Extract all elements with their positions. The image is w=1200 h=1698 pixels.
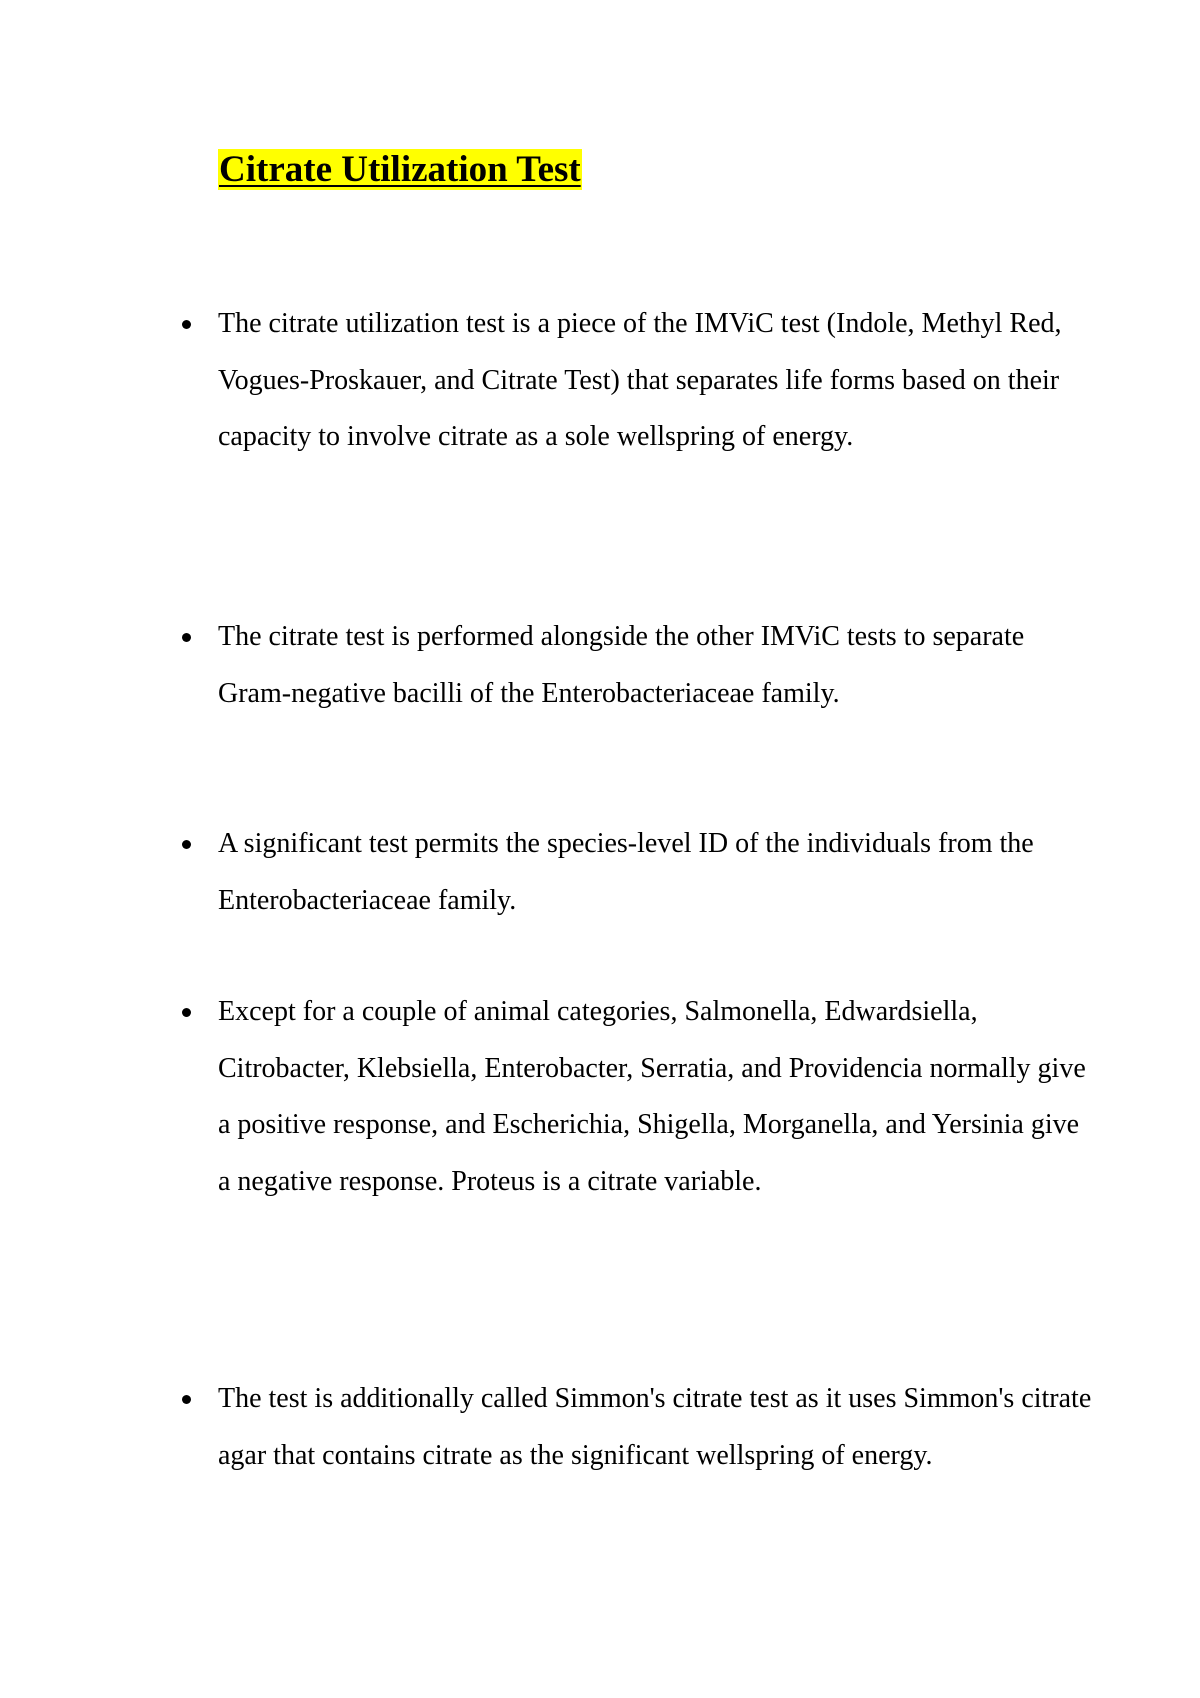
- title-highlight: Citrate Utilization Test: [219, 149, 581, 190]
- bullet-text: Except for a couple of animal categories, Salmonella, Edwardsiella, Citrobacter, Klebsiella, Enterobacter, Serratia, and Providencia normally give a positive response, and Escherichia, Shigella, Morganella, and Yersinia give a negative response. Proteus is a citrate variable.: [218, 996, 1086, 1197]
- bullet-item-4: [218, 984, 1098, 1210]
- bullet-dot-icon: [182, 1008, 191, 1017]
- bullet-item-2: [218, 609, 1098, 722]
- bullet-dot-icon: [182, 1395, 191, 1404]
- bullet-dot-icon: [182, 633, 191, 642]
- bullet-text: The test is additionally called Simmon's citrate test as it uses Simmon's citrate agar that contains citrate as the significant wellspring of energy.: [218, 1383, 1092, 1471]
- bullet-item-1: [218, 296, 1098, 466]
- bullet-text: The citrate utilization test is a piece of the IMViC test (Indole, Methyl Red, Vogues-Proskauer, and Citrate Test) that separates life forms based on their capacity to involve citrate as a sole wellspring of energy.: [218, 308, 1062, 452]
- bullet-text: The citrate test is performed alongside the other IMViC tests to separate Gram-negative bacilli of the Enterobacteriaceae family.: [218, 621, 1025, 709]
- bullet-text: A significant test permits the species-level ID of the individuals from the Enterobacteriaceae family.: [218, 828, 1034, 916]
- document-title: [218, 145, 582, 195]
- bullet-dot-icon: [182, 320, 191, 329]
- bullet-item-3: [218, 816, 1098, 929]
- bullet-dot-icon: [182, 840, 191, 849]
- bullet-item-5: [218, 1371, 1098, 1484]
